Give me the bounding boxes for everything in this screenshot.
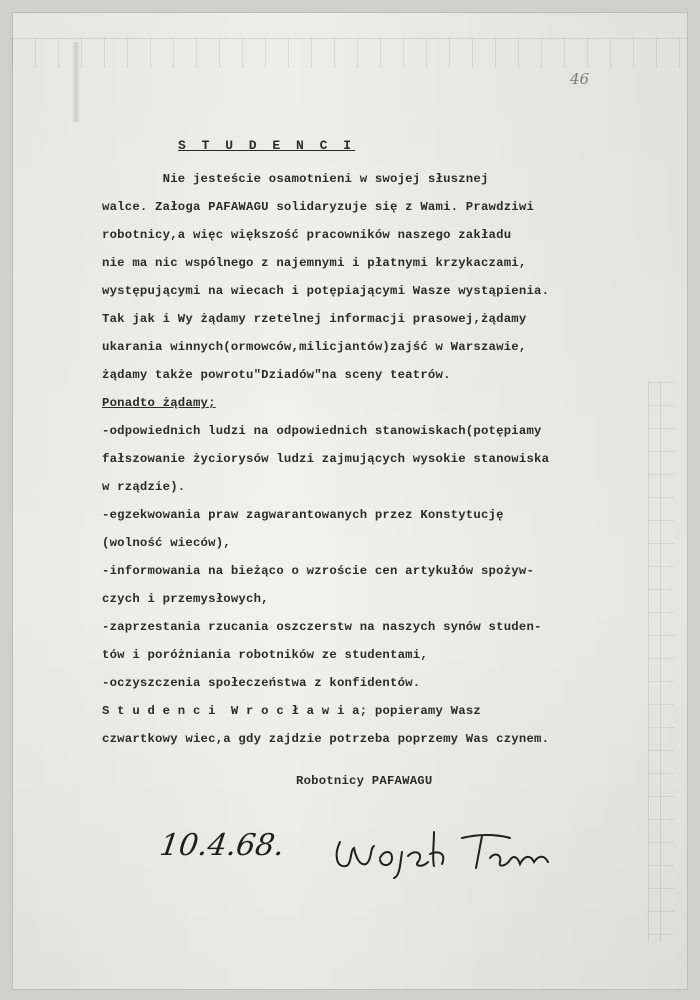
document-title: S T U D E N C I: [178, 138, 356, 153]
demand-line: czych i przemysłowych,: [102, 592, 269, 606]
body-line: żądamy także powrotu"Dziadów"na sceny teatrów.: [102, 368, 451, 382]
demand-line: -oczyszczenia społeczeństwa z konfidentów.: [102, 676, 421, 690]
demand-line: -egzekwowania praw zagwarantowanych przez Konstytucję: [102, 508, 504, 522]
body-line: Nie jesteście osamotnieni w swojej słusznej: [102, 172, 489, 186]
body-line: Tak jak i Wy żądamy rzetelnej informacji prasowej,żądamy: [102, 312, 527, 326]
body-line: ukarania winnych(ormowców,milicjantów)zajść w Warszawie,: [102, 340, 527, 354]
paper-sheet: [12, 12, 688, 990]
handwritten-date: 10.4.68.: [157, 828, 287, 863]
demand-line: tów i poróżniania robotników ze studentami,: [102, 648, 428, 662]
signoff: Robotnicy PAFAWAGU: [296, 774, 433, 788]
closing-rest-text: popieramy Wasz: [367, 704, 481, 718]
handwritten-signature: [330, 824, 570, 880]
demand-line: -zaprzestania rzucania oszczerstw na naszych synów studen-: [102, 620, 542, 634]
paper-crease: [72, 42, 80, 122]
page-number: 46: [570, 70, 590, 88]
graph-paper-margin-top: [12, 38, 688, 68]
closing-spaced-text: S t u d e n c i W r o c ł a w i a;: [102, 704, 368, 718]
handwritten-block: [157, 824, 580, 884]
demand-line: (wolność wieców),: [102, 536, 231, 550]
demands-heading: Ponadto żądamy;: [102, 396, 216, 410]
body-line: walce. Załoga PAFAWAGU solidaryzuje się z Wami. Prawdziwi: [102, 200, 535, 214]
closing-line: [102, 704, 481, 718]
demand-line: fałszowanie życiorysów ludzi zajmujących wysokie stanowiska: [102, 452, 550, 466]
body-line: występującymi na wiecach i potępiającymi Wasze wystąpienia.: [102, 284, 550, 298]
demand-line: -odpowiednich ludzi na odpowiednich stanowiskach(potępiamy: [102, 424, 542, 438]
body-line: nie ma nic wspólnego z najemnymi i płatnymi krzykaczami,: [102, 256, 527, 270]
closing-line-2: czwartkowy wiec,a gdy zajdzie potrzeba poprzemy Was czynem.: [102, 732, 550, 746]
graph-paper-margin-right: [648, 382, 674, 942]
demand-line: -informowania na bieżąco o wzroście cen artykułów spożyw-: [102, 564, 535, 578]
demand-line: w rządzie).: [102, 480, 186, 494]
body-line: robotnicy,a więc większość pracowników naszego zakładu: [102, 228, 512, 242]
